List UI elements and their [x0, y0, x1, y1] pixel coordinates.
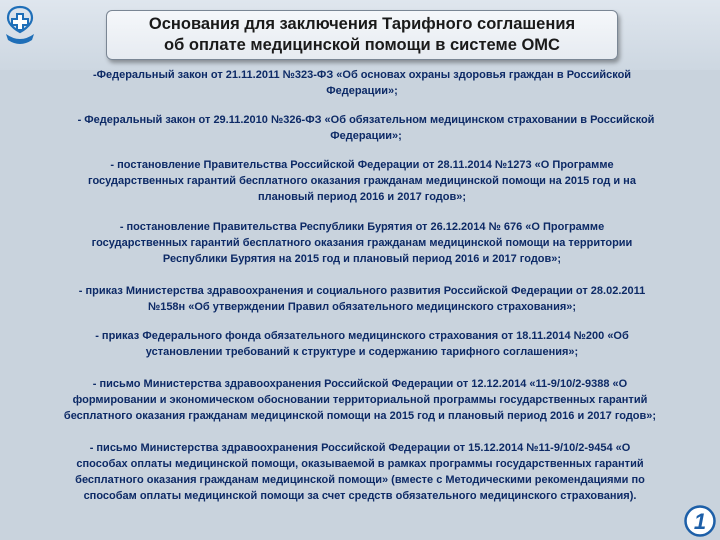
text-line: - постановление Правительства Республики Бурятия от 26.12.2014 № 676 «О Программе	[119, 221, 605, 233]
text-line: Федерации»;	[326, 85, 398, 97]
text-line: -Федеральный закон от 21.11.2011 №323-ФЗ «Об основах охраны здоровья граждан в Российской	[92, 69, 632, 81]
text-line: - постановление Правительства Российской Федерации от 28.11.2014 №1273 «О Программе	[110, 159, 614, 171]
text-line: - письмо Министерства здравоохранения Российской Федерации от 12.12.2014 «11-9/10/2-9388 «О	[92, 378, 628, 390]
text-line: бесплатного оказания гражданам медицинской помощи» (вместе с Методическими рекомендациями по	[75, 474, 645, 486]
text-line: формировании и экономическом обосновании территориальной программы государственных гарантий	[72, 394, 648, 406]
text-line: - Федеральный закон от 29.11.2010 №326-ФЗ «Об обязательном медицинском страховании в Российской	[77, 114, 655, 126]
list-item	[8, 440, 712, 504]
text-line: способам оплаты медицинской помощи за счет средств обязательного медицинского страхования).	[83, 490, 637, 502]
title-line-2: об оплате медицинской помощи в системе ОМС	[164, 36, 560, 54]
title-line-1: Основания для заключения Тарифного соглашения	[148, 15, 576, 33]
text-line: способах оплаты медицинской помощи, оказываемой в рамках программы государственных гарантий	[76, 458, 644, 470]
list-item	[16, 112, 716, 144]
list-item	[4, 376, 716, 424]
text-line: - приказ Министерства здравоохранения и социального развития Российской Федерации от 28.02.2011	[78, 285, 646, 297]
medical-cross-logo-icon	[2, 4, 38, 50]
text-line: установлении требований к структуре и содержанию тарифного соглашения»;	[145, 346, 579, 358]
text-line: - приказ Федерального фонда обязательного медицинского страхования от 18.11.2014 №200 «Об	[95, 330, 629, 342]
text-line: Республики Бурятия на 2015 год и плановый период 2016 и 2017 годов»;	[162, 253, 562, 265]
list-item	[22, 283, 702, 315]
text-line: государственных гарантий бесплатного оказания гражданам медицинской помощи на территории	[91, 237, 633, 249]
list-item	[22, 219, 702, 267]
page-number: 1	[693, 509, 707, 534]
text-line: государственных гарантий бесплатного оказания гражданам медицинской помощи на 2015 год и на	[88, 175, 636, 187]
page-number-badge	[684, 505, 716, 537]
title-box	[106, 10, 618, 60]
text-line: бесплатного оказания гражданам медицинской помощи на 2015 год и плановый период 2016 и 2017 годов»;	[63, 410, 657, 422]
list-item	[22, 157, 702, 205]
list-item	[22, 328, 702, 360]
text-line: - письмо Министерства здравоохранения Российской Федерации от 15.12.2014 №11-9/10/2-9454 «О	[89, 442, 631, 454]
text-line: плановый период 2016 и 2017 годов»;	[257, 191, 467, 203]
text-line: Федерации»;	[330, 130, 402, 142]
text-line: №158н «Об утверждении Правил обязательного медицинского страхования»;	[147, 301, 577, 313]
list-item	[22, 67, 702, 99]
